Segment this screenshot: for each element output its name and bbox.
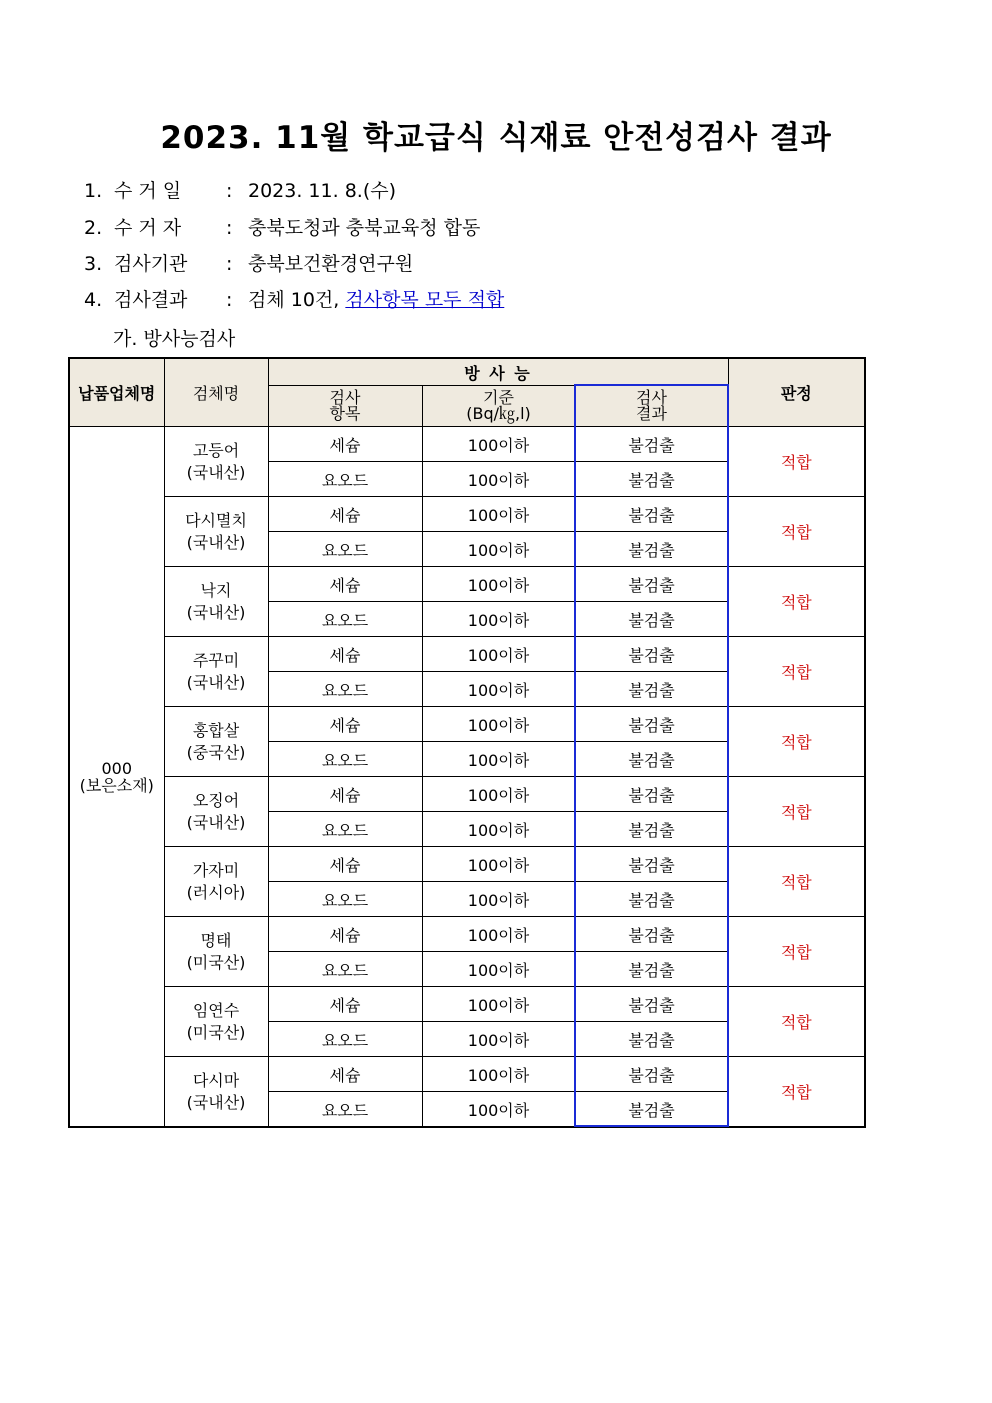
test-result-cell: 불검출 [575,742,728,777]
test-standard-cell: 100이하 [422,882,575,917]
test-standard-cell: 100이하 [422,777,575,812]
test-result-cell: 불검출 [575,952,728,987]
table-row [69,1057,865,1092]
table-row [69,427,865,462]
test-result-cell: 불검출 [575,602,728,637]
sample-name: 홍합살 [192,720,240,740]
test-result-cell: 불검출 [575,882,728,917]
sample-cell [164,567,268,637]
test-item-cell: 요오드 [268,882,422,917]
sample-cell [164,987,268,1057]
test-result-cell: 불검출 [575,847,728,882]
header-supplier: 납품업체명 [69,358,164,427]
info-value: 검체 10건, [248,289,346,311]
header-test-item: 검사 항목 [268,386,422,427]
test-result-cell: 불검출 [575,532,728,567]
test-result-cell: 불검출 [575,987,728,1022]
test-result-cell: 불검출 [575,917,728,952]
info-value: 2023. 11. 8.(수) [248,180,396,202]
supplier-location: (보은소재) [79,775,154,795]
test-item-cell: 요오드 [268,742,422,777]
sample-origin: (국내산) [186,1092,246,1112]
sample-origin: (중국산) [186,742,246,762]
sample-cell [164,847,268,917]
verdict-cell: 적합 [728,987,865,1057]
test-standard-cell: 100이하 [422,952,575,987]
info-separator: : [226,289,233,311]
sample-cell [164,1057,268,1128]
subsection-title: 가. 방사능검사 [113,328,236,350]
test-item-cell: 요오드 [268,532,422,567]
sample-name: 임연수 [192,1000,240,1020]
test-item-cell: 세슘 [268,847,422,882]
verdict-cell: 적합 [728,427,865,497]
header-verdict: 판정 [728,358,865,427]
sample-name: 주꾸미 [192,650,240,670]
test-standard-cell: 100이하 [422,742,575,777]
test-result-cell: 불검출 [575,637,728,672]
info-label: 검사결과 [114,289,188,311]
table-row [69,637,865,672]
test-standard-cell: 100이하 [422,1022,575,1057]
test-result-cell: 불검출 [575,1057,728,1092]
info-line-collection-date [84,179,396,203]
test-item-cell: 세슘 [268,987,422,1022]
sample-cell [164,427,268,497]
supplier-name: 000 [101,758,133,778]
table-row [69,987,865,1022]
test-standard-cell: 100이하 [422,497,575,532]
test-result-cell: 불검출 [575,462,728,497]
info-number: 4. [84,289,103,311]
sample-name: 고등어 [192,440,240,460]
supplier-cell [69,427,164,1128]
sample-origin: (국내산) [186,532,246,552]
verdict-cell: 적합 [728,1057,865,1128]
test-item-cell: 세슘 [268,567,422,602]
test-result-cell: 불검출 [575,1092,728,1128]
info-number: 1. [84,180,103,202]
test-standard-cell: 100이하 [422,532,575,567]
test-result-cell: 불검출 [575,707,728,742]
verdict-cell: 적합 [728,917,865,987]
table-row [69,777,865,812]
test-item-cell: 세슘 [268,637,422,672]
info-label: 수 거 자 [114,217,182,239]
verdict-cell: 적합 [728,567,865,637]
verdict-cell: 적합 [728,637,865,707]
sample-origin: (국내산) [186,602,246,622]
test-standard-cell: 100이하 [422,1092,575,1128]
info-line-collector [84,216,480,240]
header-test-result: 검사 결과 [575,386,728,427]
test-item-cell: 요오드 [268,1022,422,1057]
test-standard-cell: 100이하 [422,602,575,637]
sample-name: 다시마 [192,1070,240,1090]
info-line-result [84,288,504,312]
sample-origin: (국내산) [186,672,246,692]
sample-origin: (국내산) [186,462,246,482]
radioactivity-result-table [68,357,866,1128]
sample-cell [164,707,268,777]
info-separator: : [226,253,233,275]
test-item-cell: 요오드 [268,1092,422,1128]
test-standard-cell: 100이하 [422,637,575,672]
test-standard-cell: 100이하 [422,707,575,742]
table-row [69,567,865,602]
info-number: 3. [84,253,103,275]
document-title: 2023. 11월 학교급식 식재료 안전성검사 결과 [160,120,832,156]
sample-cell [164,917,268,987]
test-standard-cell: 100이하 [422,847,575,882]
sample-cell [164,777,268,847]
sample-cell [164,637,268,707]
sample-name: 낙지 [200,580,232,600]
sample-origin: (미국산) [186,1022,246,1042]
test-item-cell: 요오드 [268,952,422,987]
header-sample: 검체명 [164,358,268,427]
test-item-cell: 요오드 [268,672,422,707]
test-standard-cell: 100이하 [422,672,575,707]
test-result-cell: 불검출 [575,812,728,847]
test-item-cell: 요오드 [268,462,422,497]
test-standard-cell: 100이하 [422,1057,575,1092]
test-result-cell: 불검출 [575,1022,728,1057]
test-result-cell: 불검출 [575,427,728,462]
table-row [69,847,865,882]
table-row [69,497,865,532]
test-item-cell: 요오드 [268,812,422,847]
result-table-body [69,427,865,1128]
test-item-cell: 세슘 [268,497,422,532]
sample-name: 오징어 [192,790,240,810]
verdict-cell: 적합 [728,777,865,847]
test-result-cell: 불검출 [575,567,728,602]
header-standard: 기준 (Bq/㎏,l) [422,386,575,427]
info-separator: : [226,180,233,202]
info-number: 2. [84,217,103,239]
test-standard-cell: 100이하 [422,462,575,497]
info-value: 충북보건환경연구원 [248,253,414,275]
test-result-cell: 불검출 [575,497,728,532]
header-radioactivity: 방 사 능 [268,358,728,386]
test-item-cell: 세슘 [268,777,422,812]
test-item-cell: 세슘 [268,707,422,742]
sample-origin: (미국산) [186,952,246,972]
test-item-cell: 세슘 [268,917,422,952]
info-label: 수 거 일 [114,180,182,202]
sample-origin: (러시아) [186,882,246,902]
sample-name: 명태 [200,930,232,950]
test-standard-cell: 100이하 [422,567,575,602]
verdict-cell: 적합 [728,707,865,777]
test-result-cell: 불검출 [575,777,728,812]
test-standard-cell: 100이하 [422,917,575,952]
info-line-institution [84,252,413,276]
info-value: 충북도청과 충북교육청 합동 [248,217,481,239]
all-items-pass-link[interactable]: 검사항목 모두 적합 [345,289,505,311]
test-item-cell: 요오드 [268,602,422,637]
sample-name: 가자미 [192,860,240,880]
table-row [69,917,865,952]
test-result-cell: 불검출 [575,672,728,707]
table-row [69,707,865,742]
sample-origin: (국내산) [186,812,246,832]
verdict-cell: 적합 [728,847,865,917]
test-item-cell: 세슘 [268,1057,422,1092]
test-item-cell: 세슘 [268,427,422,462]
sample-cell [164,497,268,567]
test-standard-cell: 100이하 [422,427,575,462]
info-label: 검사기관 [114,253,188,275]
test-standard-cell: 100이하 [422,812,575,847]
sample-name: 다시멸치 [185,510,247,530]
info-separator: : [226,217,233,239]
verdict-cell: 적합 [728,497,865,567]
test-standard-cell: 100이하 [422,987,575,1022]
